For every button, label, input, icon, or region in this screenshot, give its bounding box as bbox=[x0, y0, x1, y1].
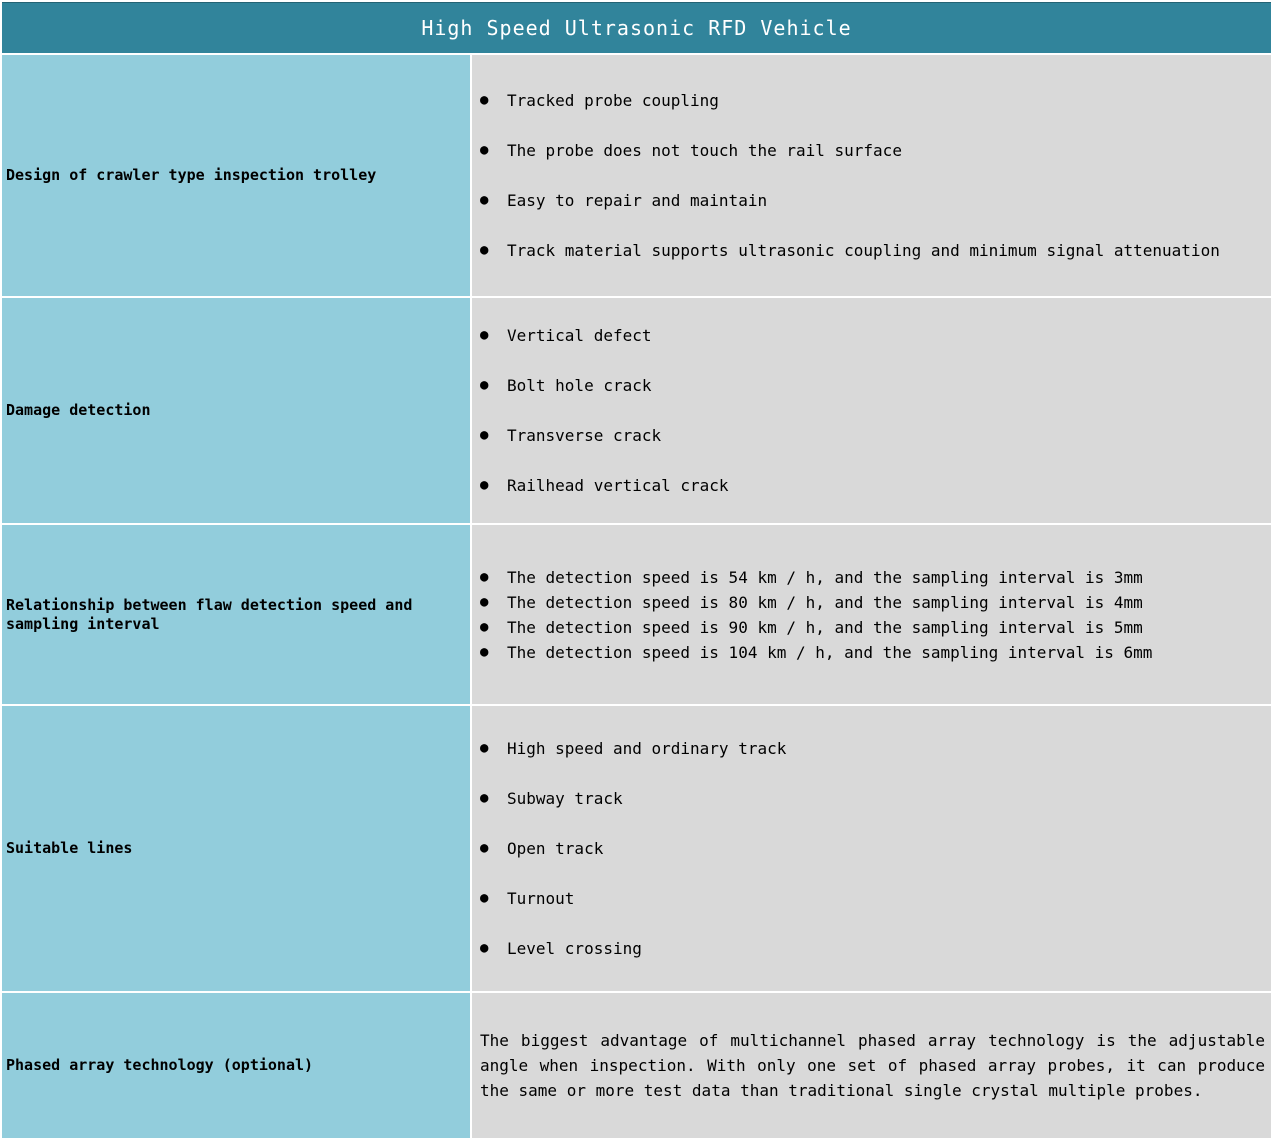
bullet-text: Subway track bbox=[507, 789, 623, 808]
table-row bbox=[2, 298, 1271, 523]
row-content bbox=[472, 55, 1271, 296]
row-label: Design of crawler type inspection trolley bbox=[2, 55, 470, 296]
bullet-list bbox=[480, 88, 1265, 263]
bullet-item bbox=[480, 423, 1265, 448]
bullet-dot-icon: ● bbox=[480, 940, 489, 956]
bullet-text: Tracked probe coupling bbox=[507, 91, 719, 110]
bullet-item bbox=[480, 936, 1265, 961]
bullet-item bbox=[480, 565, 1265, 590]
bullet-text: Level crossing bbox=[507, 939, 642, 958]
bullet-dot-icon: ● bbox=[480, 568, 489, 585]
bullet-dot-icon: ● bbox=[480, 92, 489, 108]
table-row bbox=[2, 525, 1271, 704]
bullet-text: Track material supports ultrasonic coupling and minimum signal attenuation bbox=[507, 241, 1220, 260]
table-row bbox=[2, 55, 1271, 296]
bullet-text: Bolt hole crack bbox=[507, 376, 652, 395]
row-label: Suitable lines bbox=[2, 706, 470, 991]
bullet-text: The detection speed is 54 km / h, and the sampling interval is 3mm bbox=[507, 567, 1143, 587]
row-content bbox=[472, 993, 1271, 1138]
paragraph-text: The biggest advantage of multichannel phased array technology is the adjustable angle when inspection. With only one set of phased array probes, it can produce the same or more test data than traditional single crystal multiple probes. bbox=[480, 1031, 1265, 1100]
bullet-dot-icon: ● bbox=[480, 618, 489, 635]
bullet-dot-icon: ● bbox=[480, 327, 489, 343]
row-label: Phased array technology (optional) bbox=[2, 993, 470, 1138]
table-title: High Speed Ultrasonic RFD Vehicle bbox=[2, 2, 1271, 53]
bullet-dot-icon: ● bbox=[480, 427, 489, 443]
bullet-list bbox=[480, 736, 1265, 961]
bullet-item bbox=[480, 373, 1265, 398]
bullet-dot-icon: ● bbox=[480, 192, 489, 208]
bullet-text: The probe does not touch the rail surface bbox=[507, 141, 902, 160]
bullet-dot-icon: ● bbox=[480, 377, 489, 393]
bullet-list bbox=[480, 565, 1265, 665]
bullet-text: Vertical defect bbox=[507, 326, 652, 345]
bullet-text: Railhead vertical crack bbox=[507, 476, 729, 495]
row-label: Damage detection bbox=[2, 298, 470, 523]
table-row bbox=[2, 706, 1271, 991]
row-label: Relationship between flaw detection speed and sampling interval bbox=[2, 525, 470, 704]
bullet-dot-icon: ● bbox=[480, 740, 489, 756]
bullet-text: The detection speed is 104 km / h, and the sampling interval is 6mm bbox=[507, 642, 1153, 662]
bullet-item bbox=[480, 615, 1265, 640]
bullet-dot-icon: ● bbox=[480, 593, 489, 610]
bullet-item bbox=[480, 640, 1265, 665]
bullet-dot-icon: ● bbox=[480, 477, 489, 493]
bullet-item bbox=[480, 886, 1265, 911]
row-content bbox=[472, 525, 1271, 704]
bullet-item bbox=[480, 238, 1265, 263]
bullet-text: High speed and ordinary track bbox=[507, 739, 787, 758]
bullet-item bbox=[480, 138, 1265, 163]
bullet-item bbox=[480, 188, 1265, 213]
row-content bbox=[472, 706, 1271, 991]
bullet-item bbox=[480, 323, 1265, 348]
bullet-item bbox=[480, 836, 1265, 861]
bullet-text: Transverse crack bbox=[507, 426, 662, 445]
bullet-text: The detection speed is 90 km / h, and the sampling interval is 5mm bbox=[507, 617, 1143, 637]
bullet-text: Turnout bbox=[507, 889, 575, 908]
bullet-dot-icon: ● bbox=[480, 890, 489, 906]
bullet-dot-icon: ● bbox=[480, 840, 489, 856]
table-row bbox=[2, 993, 1271, 1138]
bullet-item bbox=[480, 590, 1265, 615]
bullet-text: Open track bbox=[507, 839, 604, 858]
bullet-list bbox=[480, 323, 1265, 498]
bullet-item bbox=[480, 786, 1265, 811]
bullet-dot-icon: ● bbox=[480, 142, 489, 158]
bullet-dot-icon: ● bbox=[480, 790, 489, 806]
bullet-item bbox=[480, 736, 1265, 761]
bullet-text: The detection speed is 80 km / h, and the sampling interval is 4mm bbox=[507, 592, 1143, 612]
bullet-item bbox=[480, 88, 1265, 113]
bullet-text: Easy to repair and maintain bbox=[507, 191, 768, 210]
row-content bbox=[472, 298, 1271, 523]
bullet-dot-icon: ● bbox=[480, 643, 489, 660]
bullet-dot-icon: ● bbox=[480, 242, 489, 258]
bullet-item bbox=[480, 473, 1265, 498]
